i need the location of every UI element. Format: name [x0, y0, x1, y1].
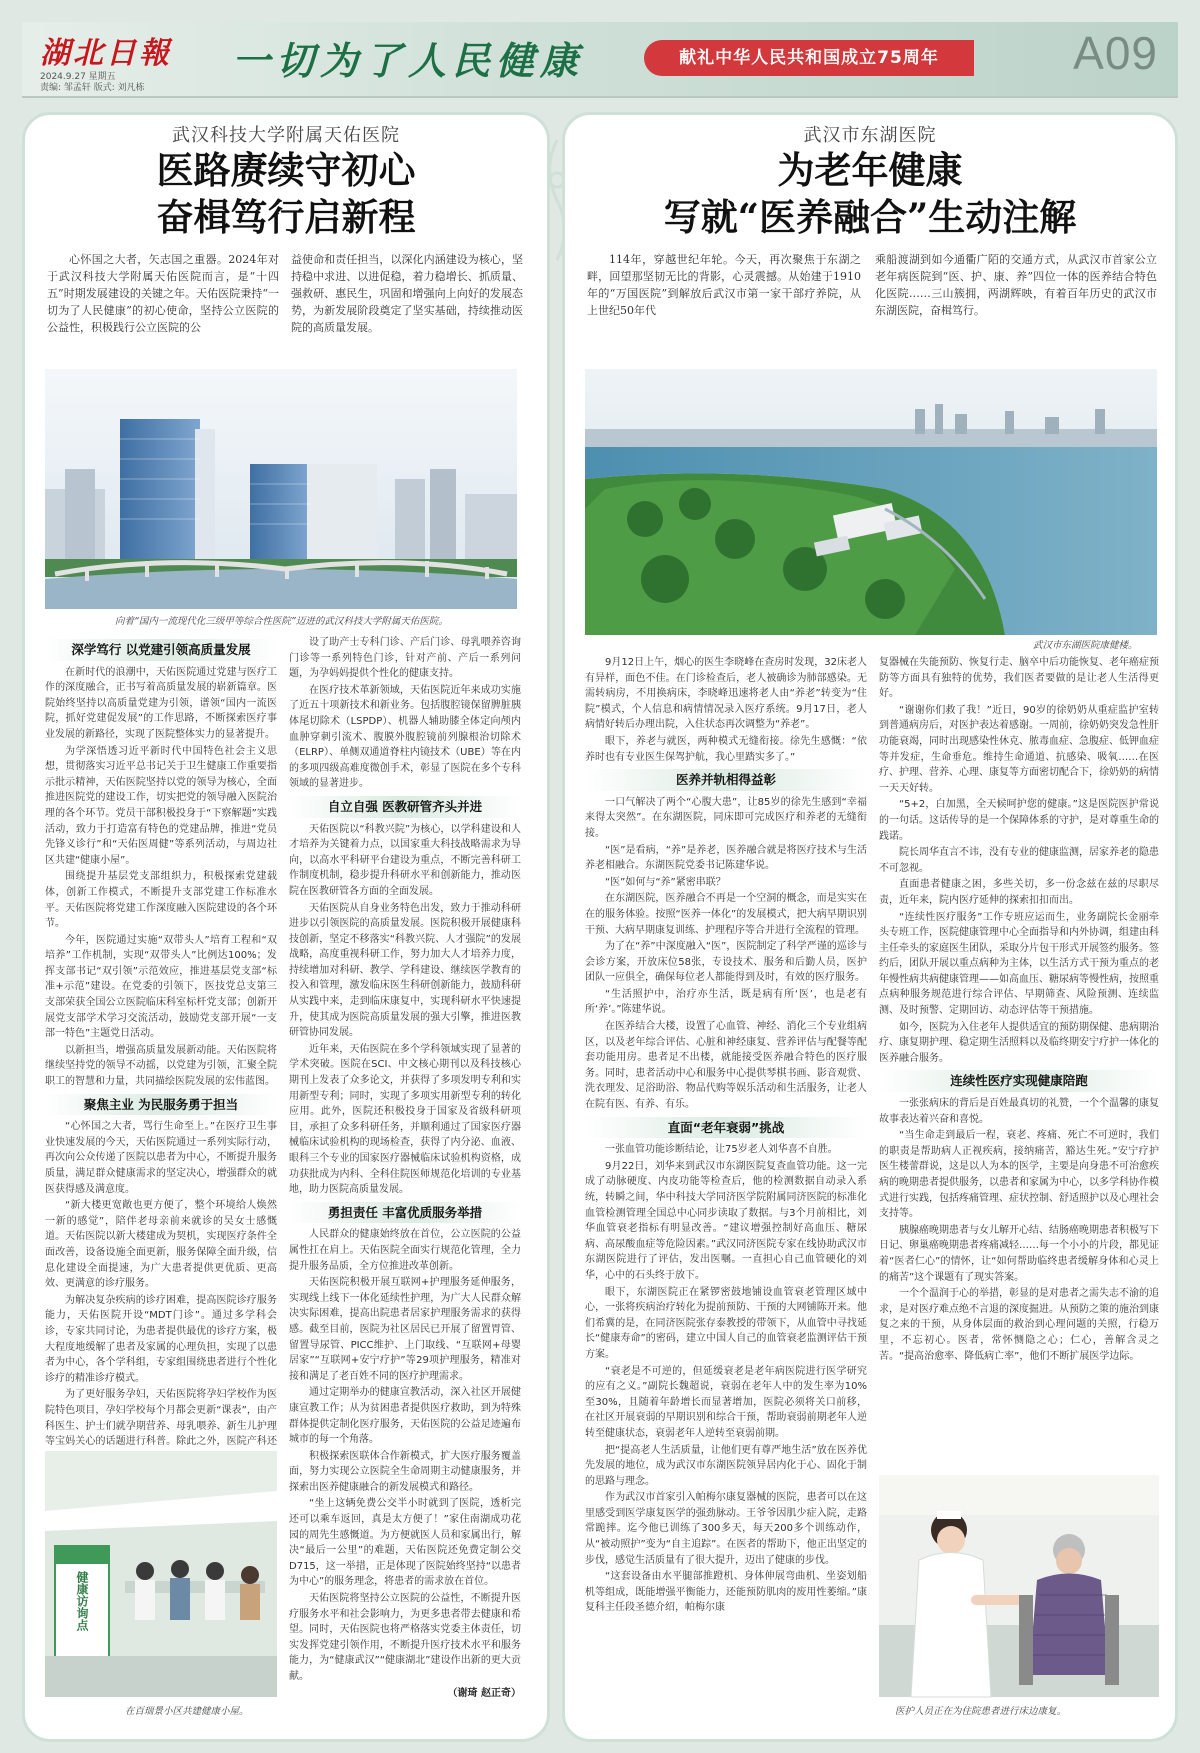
left-headline-line-1: 医路赓续守初心: [156, 148, 416, 192]
left-lead-col-2: 益使命和责任担当，以深化内涵建设为核心，坚持稳中求进、以进促稳，着力稳增长、抓质量、强救研、惠民生，巩固和增强向上向好的发展态势，为新发展阶段奠定了坚实基础，持续推动医院的高质量发展。: [291, 253, 523, 334]
right-photo2-caption: 医护人员正在为住院患者进行床边康复。: [895, 1706, 1067, 1717]
health-sign-text: 健康访询点: [75, 1571, 89, 1631]
health-hut-photo: [45, 1451, 277, 1697]
right-photo-caption: 武汉市东湖医院康健楼。: [1033, 640, 1138, 651]
left-subhead-3: 自立自强 医教研管齐头并进: [289, 796, 521, 818]
right-body-col-1: 9月12日上午，烟心的医生李晓峰在查房时发现，32床老人有异样，面色不佳。在门诊检查后，老人被确诊为肺部感染。无需转病房，不用换病床，李晓峰迅速将老人由“养老”转变为“住院”模式，个人信息和病情情况录入医疗系统。9月17日，老人病情好转后办理出院，入住状态再次调整为“养老”。 眼下，养老与就医，两种模式无缝衔接。徐先生感慨：“依养时也有专业医生保驾护航，我心里踏实多了。” 医养并轨相得益彰 一口气解决了两个“心腹大患”，让85岁的徐先生感到“幸福来得太突然”。在东湖医院，同床即可完成医疗和养老的无缝衔接。 “医”是看病，“养”是养老，医养融合就是将医疗技术与生活养老相融合。东湖医院党委书记陈建华说。 “医”如何与“养”紧密串联？ 在东湖医院，医养融合不再是一个空洞的概念，而是实实在在的服务体验。按照“医养一体化”的发展模式，把大病早期识别干预、大病早期康复训练、护理程序等合并进行全流程的管理。 为了在“养”中深度融入“医”，医院制定了科学严谨的巡诊与会诊方案，开放床位58张，专设技术、服务和后勤人员，医护团队一应俱全，确保每位老人都能得到及时，有效的医疗服务。 “生活照护中，治疗亦生活，既是病有所‘医’，也是老有所‘养’。”陈建华说。 在医养结合大楼，设置了心血管、神经、消化三个专业组病区，以及老年综合评估、心脏和神经康复、营养评估与配餐等配套功能用房。患者足不出楼，就能接受医养融合特色的医疗服务。同时，患者活动中心和服务中心提供琴棋书画、影音观赏、洗衣理发、足浴助浴、物品代购等娱乐活动和生活服务，让老人在院有医、有养、有乐。 直面“老年衰弱”挑战 一张血管功能诊断结论，让75岁老人刘华喜不自胜。 9月22日，刘华来到武汉市东湖医院复查血管功能。这一完成了动脉硬度、内皮功能等检查后，他的检测数据自动录入系统，转瞬之间，华中科技大学同济医学院附属同济医院的标准化血管检测管理全国总中心同步读取了数据。与3个月前相比，刘华血管衰老指标有明显改善。“建议增强控制好高血压、糖尿病、高尿酸血症等危险因素。”武汉同济医院专家在线协助武汉市东湖医院进行了评估，发出医嘱。一直担心自己血管硬化的刘华，心中的石头终于放下。 眼下，东湖医院正在紧锣密鼓地铺设血管衰老管理区域中心，一张将疾病治疗转化为提前预防、干预的大网铺陈开来。他们希冀的是，在同济医院张存泰教授的带领下，从血管中寻找延长“健康寿命”的密码，建立中国人自己的血管衰老监测评估干预方案。 “衰老是不可逆的，但延缓衰老是老年病医院进行医学研究的应有之义。”副院长魏超说，衰弱在老年人中的发生率为10%至30%，且随着年龄增长而显著增加，医院必须将关口前移，在社区开展衰弱的早期识别和综合干预，帮助衰弱前期老年人逆转至健康状态，衰弱老年人逆转至衰弱前期。 把“提高老人生活质量，让他们更有尊严地生活”放在医养优先发展的地位，成为武汉市东湖医院领异居内化于心、固化于制的思路与理念。 作为武汉市首家引入帕梅尔康复器械的医院，患者可以在这里感受到医学康复医学的强劲脉动。王爷爷因肌少症入院，走路常跪摔。迄今他已训练了300多天，每天200多个训练动作，从“被动照护”变为“自主追踪”。在医者的帮助下，他正出坚定的步伐，感觉生活质量有了很大提升，迈出了健康的步伐。 “这套设备由水平腿部推蹬机、身体伸展弯曲机、坐姿划船机等组成，既能增强平衡能力，还能预防肌肉的废用性萎缩。”康复科主任段圣德介绍，帕梅尔康: [585, 657, 867, 1614]
right-lead-col-2: 乘船渡湖到如今通衢广陌的交通方式，从武汉市首家公立老年病医院到“医、护、康、养”四位一体的医养结合特色化医院……三山簇拥，两湖辉映，有着百年历史的武汉市东湖医院，奋楫笃行。: [875, 253, 1157, 317]
left-subhead-1: 深学笃行 以党建引领高质量发展: [45, 639, 277, 661]
left-header: [25, 115, 547, 241]
left-headline-line-2: 奋楫笃行启新程: [156, 195, 416, 239]
left-byline: （谢琦 赵正奇）: [447, 1687, 521, 1699]
hospital-aerial-photo: [585, 369, 1157, 635]
left-subhead-4: 勇担责任 丰富优质服务举措: [289, 1202, 521, 1224]
hospital-building-photo: [45, 369, 517, 609]
issue-editors: 责编: 邹孟轩 版式: 刘凡栋: [40, 83, 145, 93]
section-slogan: 一切为了人民健康: [232, 38, 585, 83]
right-subhead-1: 医养并轨相得益彰: [585, 769, 867, 791]
right-subhead-3: 连续性医疗实现健康陪跑: [879, 1070, 1159, 1092]
page-code: A09: [1073, 27, 1158, 79]
left-unit-name: 武汉科技大学附属天佑医院: [172, 125, 400, 146]
issue-meta: [40, 72, 145, 94]
right-subhead-2: 直面“老年衰弱”挑战: [585, 1117, 867, 1139]
anniversary-banner: 献礼中华人民共和国成立75周年: [644, 40, 974, 76]
left-lead-col-1: 心怀国之大者，矢志国之重器。2024年对于武汉科技大学附属天佑医院而言，是“十四五”时期发展建设的关键之年。天佑医院秉持“一切为了人民健康”的初心使命，坚持公立医院的公益性，积极践行公立医院的公: [47, 253, 279, 334]
newspaper-logo: 湖北日報: [40, 36, 172, 71]
article-left: [22, 112, 550, 1742]
masthead: [22, 22, 1178, 98]
right-header: [565, 115, 1175, 241]
issue-date: 2024.9.27 星期五: [40, 72, 116, 82]
left-photo-caption: 向着“国内一流现代化三级甲等综合性医院”迈进的武汉科技大学附属天佑医院。: [115, 616, 448, 627]
right-lead-col-1: 114年，穿越世纪年轮。今天，再次聚焦于东湖之畔，回望那坚韧无比的背影，心灵震撼。从始建于1910年的“万国医院”到解放后武汉市第一家干部疗养院，从上世纪50年代: [587, 253, 861, 317]
right-headline-line-2: 写就“医养融合”生动注解: [663, 195, 1077, 239]
right-unit-name: 武汉市东湖医院: [803, 125, 937, 146]
right-headline-line-1: 为老年健康: [777, 148, 963, 192]
article-right: [562, 112, 1178, 1742]
left-body-col-1: 深学笃行 以党建引领高质量发展 在新时代的浪潮中，天佑医院通过党建与医疗工作的深度融合，正书写着高质量发展的崭新篇章。医院始终坚持以高质量党建为引领，谱领“国内一流医院，抓好党建促发展”的工作思路，不断探索医疗事业发展的新路径，实现了医院整体实力的显著提升。 为学深悟透习近平新时代中国特色社会主义思想，贯彻落实习近平总书记关于卫生健康工作重要指示批示精神，天佑医院坚持以党的领导为核心，全面推进医院党的建设工作，切实把党的领导融入医院治理的各个环节。党员干部积极投身于“下察解题”实践活动，致力于打造富有特色的党建品牌，推进“党员先锋义诊行”和“天佑医周健”等系列活动，与周边社区共建“健康小屋”。 围绕提升基层党支部组织力，积极探索党建载体，创新工作模式，不断提升支部党建工作标准水平。天佑医院将党建工作深度融入医院建设的各个环节。 今年，医院通过实施“双带头人”培育工程和“双培养”工作机制，实现“双带头人”比例达100%；发挥支部书记“双引领”示范效应，推进基层党支部“标准+示范”建设。在党委的引领下，医技党总支第三支部荣获全国公立医院临床科室标杆党支部；创新开展党支部学术学习交流活动，鼓励党支部开展“一支部一特色”主题党日活动。 以新担当，增强高质量发展新动能。天佑医院将继续坚持党的领导不动摇，以党建为引领，汇聚全院职工的智慧和力量，共同描绘医院发展的宏伟蓝图。 聚焦主业 为民服务勇于担当 “心怀国之大者，骂行生命至上。”在医疗卫生事业快速发展的今天，天佑医院通过一系列实际行动，再次向公众传递了医院以患者为中心，不断提升服务质量，满足群众健康需求的坚定决心，增强群众的就医获得感及满意度。 “新大楼更宽敞也更方便了，整个环境给人焕然一新的感觉”，陪伴老母亲前来就诊的吴女士感慨道。天佑医院以新大楼建成为契机，实现医疗条件全面改善，设备设施全面更新，服务保障全面升级，信息化建设全面提速，为广大患者提供更优质、更高效、更满意的诊疗服务。 为解决复杂疾病的诊疗困难，提高医院诊疗服务能力，天佑医院开设“MDT门诊”。通过多学科会诊，专家共同讨论，为患者提供最优的诊疗方案，极大程度地缓解了患者及家属的心理负担，实现了以患者为中心，各个学科组，专家组围绕患者进行个性化诊疗的精准诊疗模式。 为了更好服务孕妇，天佑医院将孕妇学校作为医院特色项目，孕妇学校每个月都会更新“课表”，由产科医生、护士们就孕期营养、母乳喂养、新生儿护理等宝妈关心的话题进行科普。除此之外，医院产科还: [45, 635, 277, 1445]
left-photo2-caption: 在百瑞景小区共建健康小屋。: [125, 1706, 249, 1717]
left-subhead-2: 聚焦主业 为民服务勇于担当: [45, 1094, 277, 1116]
right-body-col-2: 复器械在失能预防、恢复行走、脑卒中后功能恢复、老年癌症预防等方面具有独特的优势，我们医者要做的是让老人生活得更好。 “谢谢你们救了我！”近日，90岁的徐奶奶从重症监护室转到普通病房后，对医护表达着感谢。一周前，徐奶奶突发急性肝功能衰竭，同时出现感染性休克、脓毒血症、急腹症、低钾血症等并发症，生命垂危。维持生命通道、抗感染、吸氧……在医疗、护理、营养、心理、康复等方面密切配合下，徐奶奶的病情一天天好转。 “5+2，白加黑，全天候呵护您的健康。”这是医院医护常说的一句话。这话传导的是一个保障体系的守护，是对尊重生命的践诺。 院长周华直言不讳，没有专业的健康监测，居家养老的隐患不可忽视。 直面患者健康之困，多些关切，多一份念兹在兹的尽职尽责，近年来，院内医疗延伸的探索扣扣而出。 “连续性医疗服务”工作专班应运而生，业务副院长金丽牵头专班工作，医院健康管理中心全面指导和内外协调，组建由科主任牵头的家庭医生团队，采取分片包干形式开展签约服务。签约后，团队开展以重点病种为主体，以生活方式干预为重点的老年慢性病共病健康管理——如高血压、糖尿病等慢性病，按照重点病种服务规范进行综合评估、早期筛查、风险预测、连续监测、及时预警、定期回访、动态评估等干预措施。 如今，医院为入住老年人提供适宜的预防期保健、患病期治疗、康复期护理、稳定期生活照料以及临终期安宁疗护一体化的医养融合服务。 连续性医疗实现健康陪跑 一张张病床的背后是百姓最真切的礼赞，一个个温馨的康复故事表达着兴奋和喜悦。 “当生命走到最后一程，衰老、疼痛、死亡不可逆时，我们的职责是帮助病人正视疾病，接纳痛苦，豁达生死。”安宁疗护医生楼蕾群说，这是以人为本的医学，主要是向身患不可治愈疾病的晚期患者提供服务，以患者和家属为中心，以多学科协作模式进行实践，包括疼痛管理、症状控制、舒适照护以及心理社会支持等。 胰腺癌晚期患者与女儿解开心结、结肠癌晚期患者积极写下日记、卵巢癌晚期患者疼痛减轻……每一个小小的片段，都见证着“医者仁心”的情怀，让“如何帮助临终患者缓解身体和心灵上的痛苦”这个课题有了现实答案。 一个个温润于心的举措，彰显的是对患者之需失志不渝的追求，是对医疗难点绝不言退的深度掘进。从预防之策的施治到康复之来的干预，从身体层面的救治到心理问题的关照，行稳万里，不忘初心。医者，常怀恻隐之心；仁心，善解含灵之苦。“提高治愈率、降低病亡率”，他们不断扩展医学边际。: [879, 657, 1159, 1362]
left-body-col-2: 设了助产士专科门诊、产后门诊、母乳喂养咨询门诊等一系列特色门诊，针对产前、产后一系列问题，为孕妈妈提供个性化的健康支持。 在医疗技术革新领域，天佑医院近年来成功实施了近五十项新技术和新业务。包括腹腔镜保留脾脏胰体尾切除术（LSPDP）、机器人辅助膝全体定向颅内血肿穿刺引流术、腹膜外腹腔镜前列腺根治切除术（ELRP）、单侧双通道脊柱内镜技术（UBE）等在内的多项四级高难度微创手术，彰显了医院在多个专科领域的显著进步。 自立自强 医教研管齐头并进 天佑医院以“科教兴院”为核心，以学科建设和人才培养为关键着力点，以国家重大科技战略需求为导向，以高水平科研平台建设为重点，不断完善科研工作制度机制，稳步提升科研水平和创新能力，推动医院在医教研管各方面的全面发展。 天佑医院从自身业务特色出发，致力于推动科研进步以引领医院的高质量发展。医院积极开展健康科技创新，坚定不移落实“科教兴院、人才强院”的发展战略，高度重视科研工作，努力加大人才培养力度，持续增加对科研、教学、学科建设、继续医学教育的投入和管理，激发临床医生科研创新能力，鼓励科研从实践中来，走到临床康复中，实现科研水平快速提升，使其成为医院高质量发展的强大引擎，推进医教研管协同发展。 近年来，天佑医院在多个学科领域实现了显著的学术突破。医院在SCI、中文核心期刊以及科技核心期刊上发表了众多论文，并获得了多项发明专利和实用新型专利；同时，实现了多项实用新型专利的转化应用。此外，医院还积极投身于国家及省级科研项目，承担了众多科研任务，并顺利通过了国家医疗器械临床试验机构的现场检查，获得了内分泌、血液、眼科三个专业的国家医疗器械临床试验机构资格，成功获批成为内科、全科住院医师规范化培训的专业基地，助力医院高质量发展。 勇担责任 丰富优质服务举措 人民群众的健康始终放在首位，公立医院的公益属性扛在肩上。天佑医院全面实行规范化管理，全力提升服务品质，全方位推进改革创新。 天佑医院积极开展互联网+护理服务延伸服务，实现线上线下一体化延续性护理，为广大人民群众解决实际困难，提高出院患者居家护理服务需求的获得感。截至目前，医院为社区居民已开展了留置胃管、留置导尿管、PICC维护、上门取线、“互联网+母婴居家”“互联网+安宁疗护”等29项护理服务，精准对接和满足了老百姓不同的医疗护理需求。 通过定期举办的健康宣教活动，深入社区开展健康宣教工作；从为贫困患者提供医疗救助，到为特殊群体提供定制化医疗服务，天佑医院的公益足迹遍布城市的每一个角落。 积极探索医联体合作新模式，扩大医疗服务覆盖面，努力实现公立医院全生命周期主动健康服务，并探索出医养健康融合的新发展模式和路径。 “坐上这辆免费公交半小时就到了医院，透析完还可以乘车返回，真是太方便了！”家住南湖成功花园的周先生感慨道。为方便就医人员和家属出行，解决“最后一公里”的难题，天佑医院还免费定制公交D715，这一举措，正是体现了医院始终坚持“以患者为中心”的服务理念，将患者的需求放在首位。 天佑医院将坚持公立医院的公益性，不断提升医疗服务水平和社会影响力，为更多患者带去健康和希望。同时，天佑医院也将严格落实党委主体责任，切实发挥党建引领作用，不断提升医疗技术水平和服务能力，为“健康武汉”“健康湖北”建设作出新的更大贡献。 （谢琦 赵正奇）: [289, 635, 521, 1720]
bedside-rehab-photo: [879, 1475, 1159, 1697]
